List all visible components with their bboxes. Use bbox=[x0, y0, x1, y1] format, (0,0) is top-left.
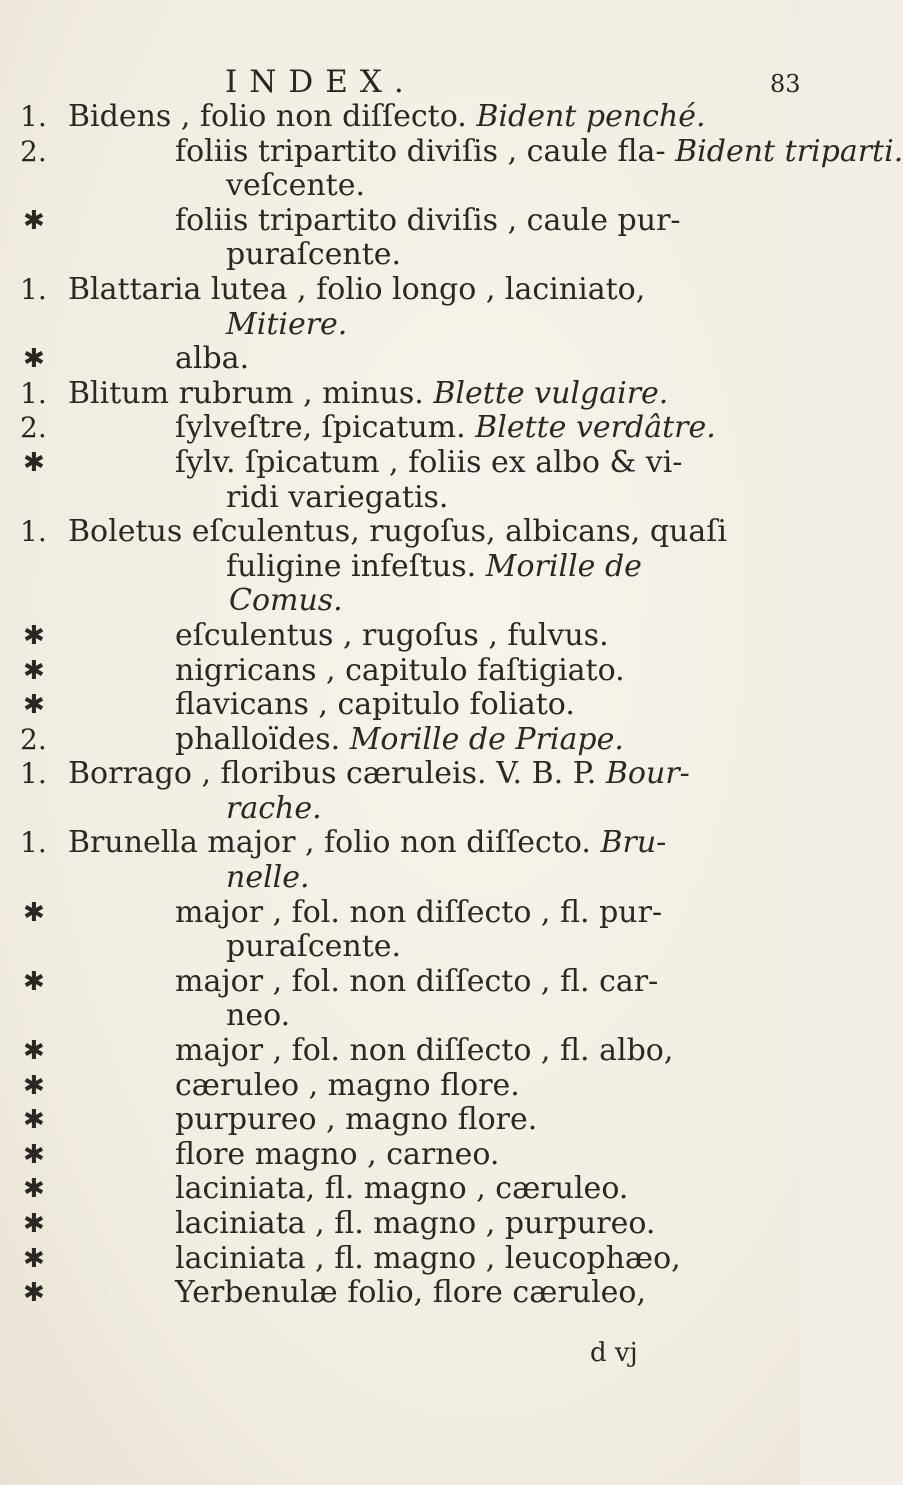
entry-text bbox=[0, 273, 800, 308]
index-entry bbox=[0, 723, 800, 758]
number-marker: 2. bbox=[20, 134, 47, 168]
index-entry bbox=[0, 342, 800, 377]
index-entry bbox=[0, 515, 800, 619]
entry-text bbox=[0, 1242, 800, 1277]
french-name: Bident triparti. bbox=[675, 133, 903, 169]
index-entry bbox=[0, 1069, 800, 1104]
latin-name: laciniata , fl. magno , leucophæo, bbox=[175, 1240, 681, 1276]
index-entry bbox=[0, 1276, 800, 1311]
entry-text bbox=[0, 1172, 800, 1207]
entry-text bbox=[0, 377, 800, 412]
continuation-text: fuligine infeſtus. bbox=[226, 548, 477, 584]
french-name: Comus. bbox=[229, 583, 343, 619]
latin-name: Yerbenulæ folio, flore cæruleo, bbox=[175, 1275, 647, 1311]
entry-text bbox=[0, 1069, 800, 1104]
index-entries bbox=[0, 99, 903, 1311]
index-entry bbox=[0, 757, 800, 826]
index-entry bbox=[0, 826, 800, 895]
entry-continuation bbox=[0, 861, 800, 896]
french-name: Blette verdâtre. bbox=[475, 410, 716, 446]
latin-name: purpureo , magno flore. bbox=[175, 1102, 538, 1138]
asterisk-marker: ✱ bbox=[23, 1139, 45, 1170]
asterisk-marker: ✱ bbox=[23, 690, 45, 721]
french-name: Morille de Priape. bbox=[349, 721, 624, 757]
entry-text bbox=[0, 1034, 800, 1069]
index-entry bbox=[0, 377, 800, 412]
entry-text bbox=[0, 100, 800, 135]
asterisk-marker: ✱ bbox=[23, 1243, 45, 1274]
index-entry bbox=[0, 411, 800, 446]
entry-text bbox=[0, 1207, 800, 1242]
asterisk-marker: ✱ bbox=[23, 966, 45, 997]
continuation-text: neo. bbox=[226, 998, 291, 1034]
entry-continuation bbox=[0, 999, 800, 1034]
latin-name: laciniata, fl. magno , cæruleo. bbox=[175, 1171, 629, 1207]
continuation-text: veſcente. bbox=[226, 168, 366, 204]
index-entry bbox=[0, 100, 800, 135]
latin-name: Borrago , floribus cæruleis. V. B. P. bbox=[68, 756, 597, 792]
latin-name: cæruleo , magno flore. bbox=[175, 1067, 520, 1103]
entry-text bbox=[0, 342, 800, 377]
latin-name: phalloïdes. bbox=[175, 721, 341, 757]
number-marker: 1. bbox=[20, 826, 47, 860]
french-name: Mitiere. bbox=[226, 306, 348, 342]
entry-continuation bbox=[0, 792, 800, 827]
latin-name: Boletus eſculentus, rugoſus, albicans, quaſi bbox=[68, 514, 727, 550]
number-marker: 1. bbox=[20, 272, 47, 306]
latin-name: flore magno , carneo. bbox=[175, 1136, 500, 1172]
entry-text bbox=[0, 757, 800, 792]
index-entry bbox=[0, 1034, 800, 1069]
asterisk-marker: ✱ bbox=[23, 344, 45, 375]
entry-text bbox=[0, 515, 800, 550]
latin-name: foliis tripartito diviſis , caule fla- bbox=[175, 133, 666, 169]
continuation-text: ridi variegatis. bbox=[226, 479, 449, 515]
french-name: Blette vulgaire. bbox=[433, 375, 669, 411]
latin-name: Blitum rubrum , minus. bbox=[68, 375, 424, 411]
index-entry bbox=[0, 965, 800, 1034]
index-entry bbox=[0, 133, 903, 204]
entry-text bbox=[0, 446, 800, 481]
entry-continuation bbox=[0, 550, 800, 585]
entry-continuation bbox=[0, 238, 800, 273]
continuation-text: puraſcente. bbox=[226, 929, 402, 965]
latin-name: ſylv. ſpicatum , foliis ex albo & vi- bbox=[175, 444, 683, 480]
latin-name: Bidens , folio non diſſecto. bbox=[68, 99, 467, 134]
asterisk-marker: ✱ bbox=[23, 1278, 45, 1309]
asterisk-marker: ✱ bbox=[23, 620, 45, 651]
entry-text bbox=[0, 688, 800, 723]
index-entry bbox=[0, 688, 800, 723]
index-entry bbox=[0, 896, 800, 965]
latin-name: alba. bbox=[175, 341, 250, 377]
latin-name: flavicans , capitulo foliato. bbox=[175, 687, 575, 723]
number-marker: 1. bbox=[20, 100, 47, 133]
entry-text bbox=[0, 411, 800, 446]
latin-name: major , fol. non diſſecto , fl. albo, bbox=[175, 1033, 674, 1069]
entry-continuation bbox=[0, 169, 800, 204]
index-entry bbox=[0, 1242, 800, 1277]
page-number: 83 bbox=[770, 70, 801, 98]
asterisk-marker: ✱ bbox=[23, 897, 45, 928]
number-marker: 1. bbox=[20, 515, 47, 549]
latin-name: Brunella major , folio non diſſecto. bbox=[68, 825, 591, 861]
entry-text bbox=[0, 204, 800, 239]
number-marker: 1. bbox=[20, 757, 47, 791]
asterisk-marker: ✱ bbox=[23, 205, 45, 236]
index-title: INDEX. bbox=[225, 64, 416, 100]
running-header bbox=[0, 62, 800, 102]
index-entry bbox=[0, 654, 800, 689]
latin-name: Blattaria lutea , folio longo , laciniato, bbox=[68, 271, 646, 307]
entry-text bbox=[0, 1103, 800, 1138]
entry-continuation bbox=[0, 930, 800, 965]
french-name: Bident penché. bbox=[476, 99, 706, 134]
entry-continuation bbox=[0, 308, 800, 343]
entry-text bbox=[0, 826, 800, 861]
french-name: Bour- bbox=[605, 756, 690, 792]
entry-text bbox=[0, 619, 800, 654]
entry-text bbox=[0, 896, 800, 931]
number-marker: 1. bbox=[20, 376, 47, 410]
number-marker: 2. bbox=[20, 722, 47, 756]
asterisk-marker: ✱ bbox=[23, 655, 45, 686]
asterisk-marker: ✱ bbox=[23, 1209, 45, 1239]
index-entry bbox=[0, 1207, 800, 1242]
entry-continuation bbox=[0, 481, 800, 516]
index-entry bbox=[0, 273, 800, 342]
entry-text bbox=[0, 1276, 800, 1311]
index-entry bbox=[0, 1103, 800, 1138]
asterisk-marker: ✱ bbox=[23, 447, 45, 478]
asterisk-marker: ✱ bbox=[23, 1105, 45, 1136]
latin-name: nigricans , capitulo faſtigiato. bbox=[175, 652, 625, 688]
index-entry bbox=[0, 619, 800, 654]
entry-text bbox=[0, 133, 903, 170]
entry-text bbox=[0, 723, 800, 758]
latin-name: eſculentus , rugoſus , fulvus. bbox=[175, 617, 609, 653]
entry-text bbox=[0, 965, 800, 1000]
entry-text bbox=[0, 1138, 800, 1173]
latin-name: ſylveſtre, ſpicatum. bbox=[175, 410, 466, 446]
number-marker: 2. bbox=[20, 411, 47, 445]
index-entry bbox=[0, 1138, 800, 1173]
asterisk-marker: ✱ bbox=[23, 1070, 45, 1101]
continuation-text: puraſcente. bbox=[226, 237, 402, 273]
french-name: rache. bbox=[226, 790, 322, 826]
latin-name: major , fol. non diſſecto , fl. car- bbox=[175, 963, 659, 999]
index-entry bbox=[0, 204, 800, 273]
index-entry bbox=[0, 1172, 800, 1207]
entry-text bbox=[0, 654, 800, 689]
french-name: Morille de bbox=[485, 548, 642, 584]
asterisk-marker: ✱ bbox=[23, 1174, 45, 1205]
french-name: Bru- bbox=[600, 825, 667, 861]
asterisk-marker: ✱ bbox=[23, 1036, 45, 1067]
latin-name: major , fol. non diſſecto , fl. pur- bbox=[175, 894, 663, 930]
latin-name: foliis tripartito diviſis , caule pur- bbox=[175, 202, 681, 238]
french-name: nelle. bbox=[226, 860, 310, 896]
signature-mark: d vj bbox=[590, 1338, 638, 1368]
index-entry bbox=[0, 446, 800, 515]
latin-name: laciniata , fl. magno , purpureo. bbox=[175, 1206, 656, 1241]
